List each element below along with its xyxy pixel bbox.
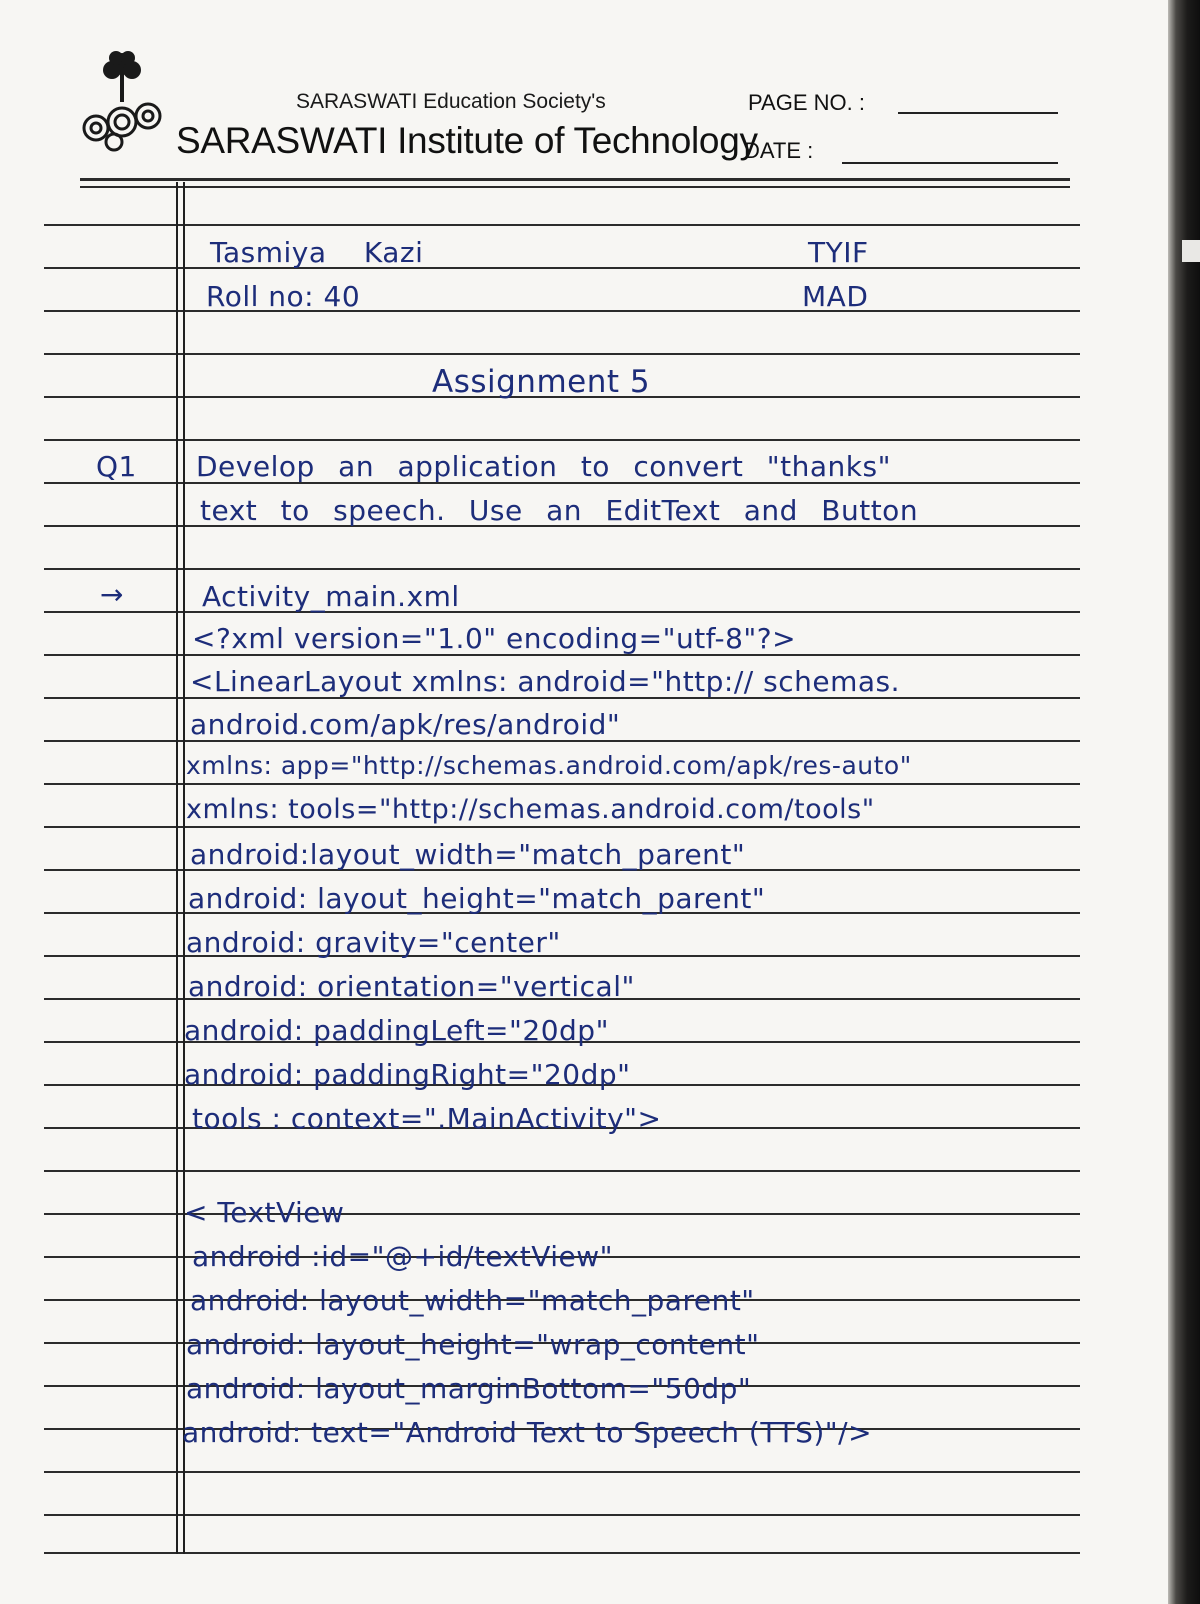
date-blank [842,162,1058,164]
margin-line [176,182,178,1554]
question-line-2: text to speech. Use an EditText and Button [200,494,919,527]
question-marker: Q1 [96,450,137,483]
code-line: android:layout_width="match_parent" [190,838,746,871]
file-name: Activity_main.xml [202,580,460,613]
answer-marker: → [100,578,124,611]
code-line: android: layout_height="match_parent" [188,882,766,915]
top-double-rule-2 [80,186,1070,188]
code-line: android: gravity="center" [186,926,561,959]
code-line: android: layout_marginBottom="50dp" [186,1372,752,1405]
student-class: TYIF [808,236,869,269]
roll-number: Roll no: 40 [206,280,361,313]
code-line: android: layout_height="wrap_content" [186,1328,760,1361]
page-edge-shadow [1168,0,1200,1604]
code-line: android: paddingRight="20dp" [184,1058,631,1091]
code-line: xmlns: tools="http://schemas.android.com/tools" [186,794,875,825]
subject: MAD [802,280,869,313]
institute-name: SARASWATI Institute of Technology [176,120,758,161]
date-label: DATE : [744,138,814,163]
tree-emblem-icon [76,46,168,156]
code-line: < TextView [184,1196,345,1229]
page-number-label: PAGE NO. : [748,90,865,115]
code-line: android: layout_width="match_parent" [190,1284,755,1317]
assignment-title: Assignment 5 [432,364,651,400]
code-line: android: text="Android Text to Speech (TTS)"/> [182,1416,873,1449]
code-line: tools : context=".MainActivity"> [192,1102,662,1135]
code-line: <LinearLayout xmlns: android="http:// schemas. [190,665,901,698]
code-line: android: paddingLeft="20dp" [184,1014,609,1047]
question-line-1: Develop an application to convert "thanks" [196,450,891,483]
margin-line-2 [183,182,185,1554]
code-line: xmlns: app="http://schemas.android.com/apk/res-auto" [186,751,912,780]
top-double-rule [80,178,1070,181]
code-line: android.com/apk/res/android" [190,708,621,741]
page-number-blank [898,112,1058,114]
code-line: <?xml version="1.0" encoding="utf-8"?> [192,622,797,655]
student-name: Tasmiya Kazi [210,236,424,269]
society-name: SARASWATI Education Society's [296,90,606,113]
code-line: android: orientation="vertical" [188,970,635,1003]
code-line: android :id="@+id/textView" [192,1240,614,1273]
